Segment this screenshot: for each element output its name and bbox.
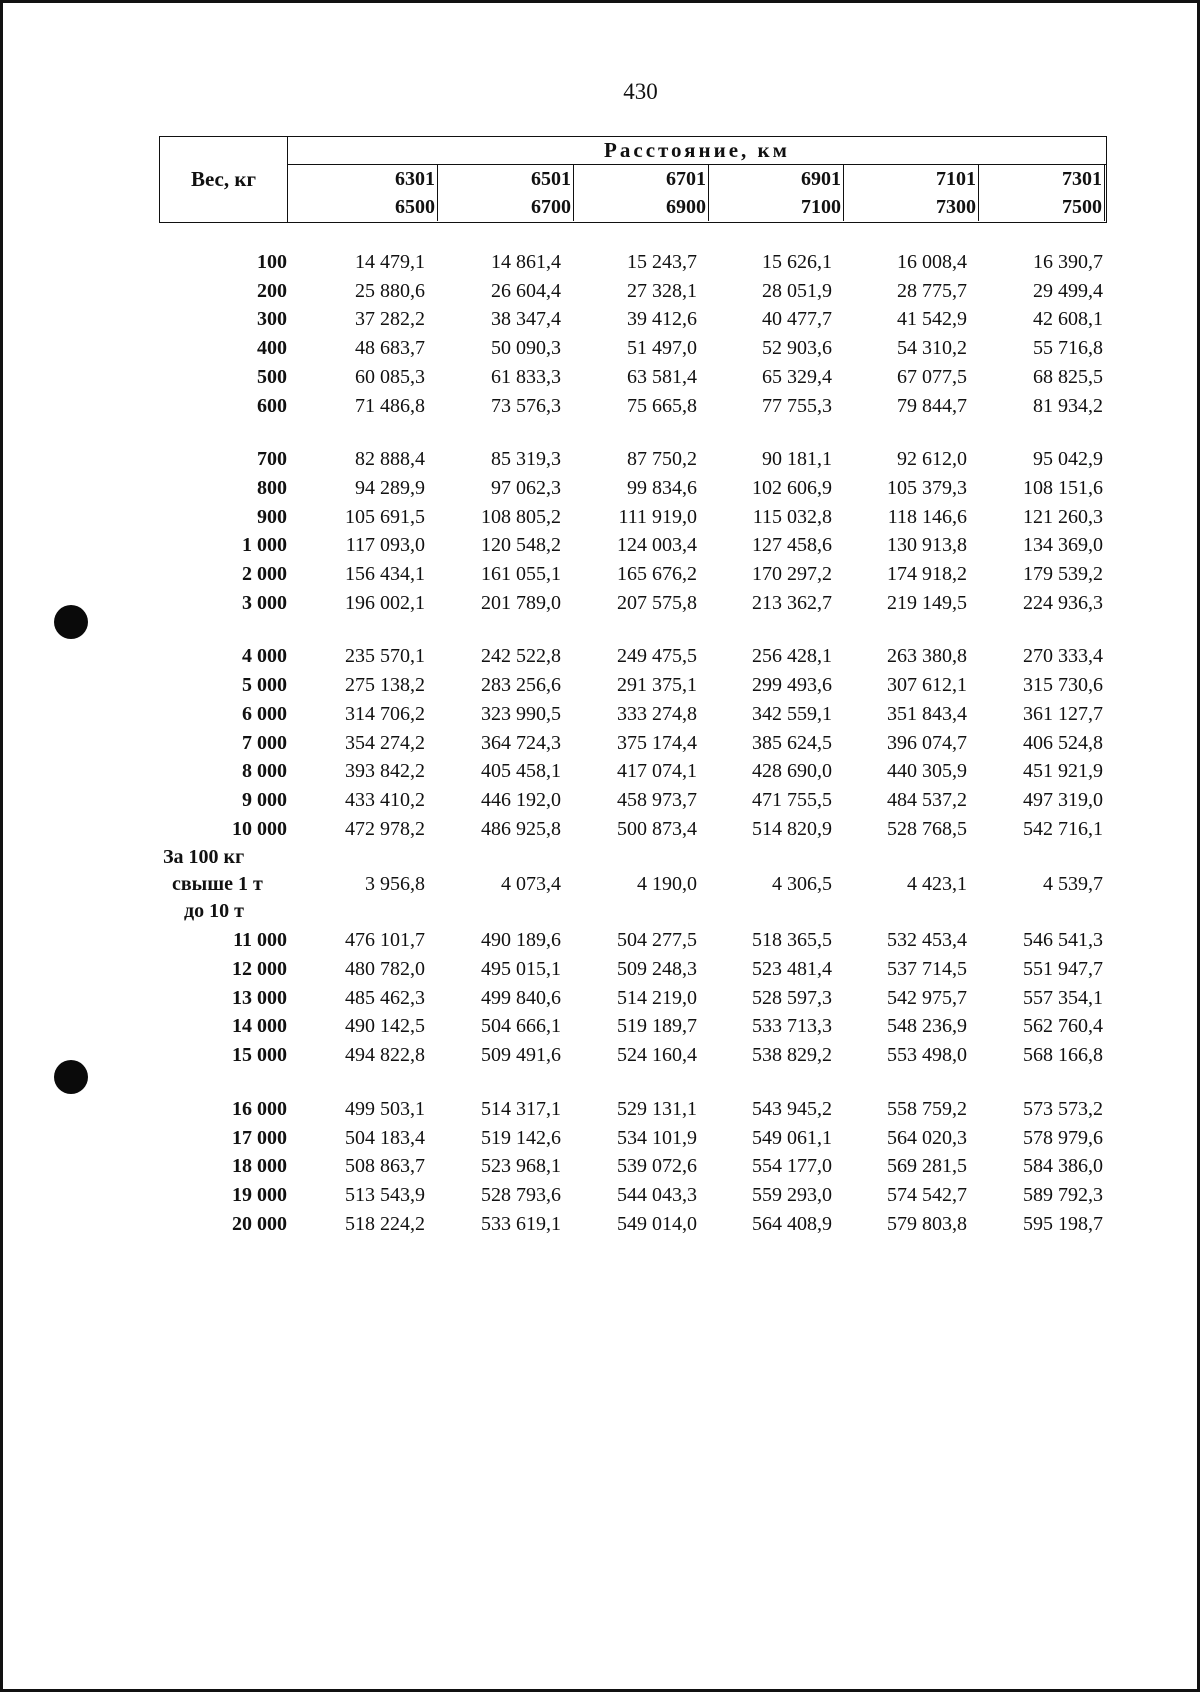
rate-cell: 406 524,8 [1023,731,1103,754]
rate-cell: 417 074,1 [617,760,697,783]
rate-cell: 134 369,0 [1023,534,1103,557]
rate-cell: 94 289,9 [355,476,425,499]
rate-cell: 589 792,3 [1023,1183,1103,1206]
rate-cell: 564 408,9 [752,1212,832,1235]
rate-cell: 495 015,1 [481,958,561,980]
rate-cell: 508 863,7 [345,1155,425,1178]
rate-cell: 543 945,2 [752,1097,832,1120]
rate-cell: 528 768,5 [887,817,967,840]
rate-cell: 85 319,3 [491,448,561,471]
punch-hole-mark [54,1060,88,1094]
rate-cell: 15 626,1 [762,251,832,273]
rate-cell: 15 243,7 [627,251,697,273]
rate-cell: 52 903,6 [762,337,832,360]
weight-cell: 300 [257,308,287,331]
rate-cell: 111 919,0 [618,505,697,528]
rate-cell: 514 820,9 [752,817,832,840]
rate-cell: 105 379,3 [887,476,967,499]
rate-cell: 40 477,7 [762,308,832,331]
rate-cell: 523 481,4 [752,958,832,980]
rate-cell: 54 310,2 [897,337,967,360]
rate-cell: 518 224,2 [345,1212,425,1235]
special-rate-cell: 4 539,7 [1043,873,1103,896]
rate-cell: 48 683,7 [355,337,425,360]
rate-cell: 242 522,8 [481,645,561,668]
rate-cell: 105 691,5 [345,505,425,528]
punch-hole-mark [54,605,88,639]
rate-cell: 471 755,5 [752,788,832,811]
rate-cell: 514 317,1 [481,1097,561,1120]
distance-range-header: 7301 7500 [968,165,1105,222]
rate-cell: 92 612,0 [897,448,967,471]
rate-cell: 179 539,2 [1023,563,1103,585]
weight-cell: 7 000 [242,731,287,754]
rate-cell: 595 198,7 [1023,1212,1103,1235]
rate-cell: 63 581,4 [627,365,697,388]
rate-cell: 451 921,9 [1023,760,1103,783]
rate-cell: 235 570,1 [345,645,425,668]
rate-cell: 484 537,2 [887,788,967,811]
rate-cell: 333 274,8 [617,702,697,725]
rate-cell: 256 428,1 [752,645,832,668]
rate-cell: 364 724,3 [481,731,561,754]
rate-cell: 39 412,6 [627,308,697,331]
rate-cell: 71 486,8 [355,394,425,417]
rate-cell: 68 825,5 [1033,365,1103,388]
rate-cell: 499 840,6 [481,986,561,1009]
rate-cell: 130 913,8 [887,534,967,557]
weight-cell: 500 [257,365,287,388]
rate-cell: 554 177,0 [752,1155,832,1178]
weight-column-header: Вес, кг [160,137,288,222]
rate-cell: 115 032,8 [752,505,832,528]
rate-cell: 542 975,7 [887,986,967,1009]
rate-cell: 385 624,5 [752,731,832,754]
rate-cell: 124 003,4 [617,534,697,557]
rate-cell: 99 834,6 [627,476,697,499]
special-rate-cell: 4 423,1 [907,873,967,896]
rate-cell: 558 759,2 [887,1097,967,1120]
rate-cell: 196 002,1 [345,591,425,614]
rate-cell: 117 093,0 [345,534,425,557]
rate-cell: 393 842,2 [345,760,425,783]
weight-cell: 11 000 [233,929,287,952]
weight-cell: 12 000 [232,958,287,980]
rate-cell: 557 354,1 [1023,986,1103,1009]
rate-cell: 161 055,1 [481,563,561,585]
rate-cell: 528 793,6 [481,1183,561,1206]
rate-cell: 314 706,2 [345,702,425,725]
rate-cell: 375 174,4 [617,731,697,754]
rate-cell: 73 576,3 [491,394,561,417]
rate-cell: 42 608,1 [1033,308,1103,331]
rate-cell: 16 390,7 [1033,251,1103,273]
rate-cell: 16 008,4 [897,251,967,273]
weight-cell: 14 000 [232,1015,287,1038]
rate-cell: 95 042,9 [1033,448,1103,471]
weight-cell: 900 [257,505,287,528]
rate-cell: 108 151,6 [1023,476,1103,499]
rate-cell: 87 750,2 [627,448,697,471]
rate-cell: 514 219,0 [617,986,697,1009]
rate-cell: 458 973,7 [617,788,697,811]
weight-cell: 5 000 [242,674,287,697]
rate-cell: 102 606,9 [752,476,832,499]
rate-cell: 579 803,8 [887,1212,967,1235]
table-header [159,136,1107,223]
rate-cell: 539 072,6 [617,1155,697,1178]
rate-cell: 494 822,8 [345,1044,425,1067]
special-rate-cell: 4 306,5 [772,873,832,896]
rate-cell: 504 666,1 [481,1015,561,1038]
rate-cell: 548 236,9 [887,1015,967,1038]
rate-cell: 50 090,3 [491,337,561,360]
rate-cell: 551 947,7 [1023,958,1103,980]
rate-cell: 82 888,4 [355,448,425,471]
weight-cell: 400 [257,337,287,360]
rate-cell: 476 101,7 [345,929,425,952]
special-rate-cell: 4 073,4 [501,873,561,896]
rate-cell: 529 131,1 [617,1097,697,1120]
special-rate-cell: 4 190,0 [637,873,697,896]
rate-cell: 174 918,2 [887,563,967,585]
rate-cell: 486 925,8 [481,817,561,840]
distance-column-header: Расстояние, км [288,137,1106,165]
weight-cell: 600 [257,394,287,417]
rate-cell: 546 541,3 [1023,929,1103,952]
rate-cell: 504 277,5 [617,929,697,952]
rate-cell: 249 475,5 [617,645,697,668]
rate-cell: 578 979,6 [1023,1126,1103,1149]
distance-range-header: 6901 7100 [707,165,844,222]
rate-cell: 524 160,4 [617,1044,697,1067]
rate-cell: 490 142,5 [345,1015,425,1038]
rate-cell: 170 297,2 [752,563,832,585]
rate-cell: 14 479,1 [355,251,425,273]
rate-cell: 574 542,7 [887,1183,967,1206]
rate-cell: 342 559,1 [752,702,832,725]
rate-cell: 65 329,4 [762,365,832,388]
rate-cell: 275 138,2 [345,674,425,697]
weight-cell: 10 000 [232,817,287,840]
rate-cell: 28 051,9 [762,279,832,302]
rate-cell: 490 189,6 [481,929,561,952]
rate-cell: 504 183,4 [345,1126,425,1149]
rate-cell: 61 833,3 [491,365,561,388]
weight-cell: 20 000 [232,1212,287,1235]
weight-cell: 16 000 [232,1097,287,1120]
rate-cell: 213 362,7 [752,591,832,614]
rate-cell: 67 077,5 [897,365,967,388]
rate-cell: 97 062,3 [491,476,561,499]
rate-cell: 219 149,5 [887,591,967,614]
rate-cell: 38 347,4 [491,308,561,331]
rate-cell: 28 775,7 [897,279,967,302]
rate-cell: 121 260,3 [1023,505,1103,528]
weight-cell: 800 [257,476,287,499]
weight-cell: 1 000 [242,534,287,557]
rate-cell: 528 597,3 [752,986,832,1009]
rate-cell: 351 843,4 [887,702,967,725]
rate-cell: 263 380,8 [887,645,967,668]
distance-range-header: 6301 6500 [301,165,438,222]
rate-cell: 428 690,0 [752,760,832,783]
weight-cell: 3 000 [242,591,287,614]
rate-cell: 562 760,4 [1023,1015,1103,1038]
special-rate-label: до 10 т [184,900,244,923]
weight-cell: 9 000 [242,788,287,811]
page-number: 430 [623,79,658,104]
rate-cell: 127 458,6 [752,534,832,557]
rate-cell: 534 101,9 [617,1126,697,1149]
rate-cell: 405 458,1 [481,760,561,783]
rate-cell: 549 014,0 [617,1212,697,1235]
rate-cell: 553 498,0 [887,1044,967,1067]
rate-cell: 518 365,5 [752,929,832,952]
rate-cell: 472 978,2 [345,817,425,840]
rate-cell: 14 861,4 [491,251,561,273]
distance-range-header: 6701 6900 [572,165,709,222]
rate-cell: 120 548,2 [481,534,561,557]
special-rate-label: свыше 1 т [172,873,263,896]
rate-cell: 440 305,9 [887,760,967,783]
rate-cell: 519 142,6 [481,1126,561,1149]
rate-cell: 55 716,8 [1033,337,1103,360]
special-rate-label: За 100 кг [163,846,245,869]
rate-cell: 156 434,1 [345,563,425,585]
rate-cell: 207 575,8 [617,591,697,614]
rate-cell: 77 755,3 [762,394,832,417]
rate-cell: 537 714,5 [887,958,967,980]
special-rate-cell: 3 956,8 [365,873,425,896]
rate-cell: 523 968,1 [481,1155,561,1178]
rate-cell: 81 934,2 [1033,394,1103,417]
rate-cell: 315 730,6 [1023,674,1103,697]
rate-cell: 90 181,1 [762,448,832,471]
rate-cell: 75 665,8 [627,394,697,417]
rate-cell: 532 453,4 [887,929,967,952]
rate-cell: 118 146,6 [887,505,967,528]
rate-cell: 500 873,4 [617,817,697,840]
weight-cell: 17 000 [232,1126,287,1149]
rate-cell: 564 020,3 [887,1126,967,1149]
rate-cell: 485 462,3 [345,986,425,1009]
rate-cell: 224 936,3 [1023,591,1103,614]
rate-cell: 480 782,0 [345,958,425,980]
rate-cell: 37 282,2 [355,308,425,331]
rate-cell: 513 543,9 [345,1183,425,1206]
rate-cell: 433 410,2 [345,788,425,811]
rate-cell: 573 573,2 [1023,1097,1103,1120]
weight-cell: 18 000 [232,1155,287,1178]
rate-cell: 26 604,4 [491,279,561,302]
rate-cell: 25 880,6 [355,279,425,302]
rate-cell: 323 990,5 [481,702,561,725]
rate-cell: 201 789,0 [481,591,561,614]
rate-cell: 51 497,0 [627,337,697,360]
rate-cell: 509 248,3 [617,958,697,980]
rate-cell: 361 127,7 [1023,702,1103,725]
weight-cell: 19 000 [232,1183,287,1206]
weight-cell: 700 [257,448,287,471]
rate-cell: 165 676,2 [617,563,697,585]
rate-cell: 549 061,1 [752,1126,832,1149]
rate-cell: 299 493,6 [752,674,832,697]
rate-cell: 446 192,0 [481,788,561,811]
weight-cell: 100 [257,251,287,273]
rate-cell: 41 542,9 [897,308,967,331]
rate-cell: 283 256,6 [481,674,561,697]
rate-cell: 533 619,1 [481,1212,561,1235]
rate-cell: 307 612,1 [887,674,967,697]
rate-cell: 542 716,1 [1023,817,1103,840]
rate-cell: 497 319,0 [1023,788,1103,811]
rate-cell: 499 503,1 [345,1097,425,1120]
weight-cell: 8 000 [242,760,287,783]
rate-cell: 584 386,0 [1023,1155,1103,1178]
rate-cell: 60 085,3 [355,365,425,388]
weight-cell: 2 000 [242,563,287,585]
rate-cell: 569 281,5 [887,1155,967,1178]
weight-cell: 15 000 [232,1044,287,1067]
rate-cell: 533 713,3 [752,1015,832,1038]
rate-cell: 354 274,2 [345,731,425,754]
weight-cell: 200 [257,279,287,302]
rate-cell: 559 293,0 [752,1183,832,1206]
rate-cell: 509 491,6 [481,1044,561,1067]
rate-cell: 568 166,8 [1023,1044,1103,1067]
rate-cell: 270 333,4 [1023,645,1103,668]
rate-cell: 538 829,2 [752,1044,832,1067]
rate-cell: 519 189,7 [617,1015,697,1038]
rate-cell: 544 043,3 [617,1183,697,1206]
distance-range-header: 6501 6700 [437,165,574,222]
rate-cell: 27 328,1 [627,279,697,302]
rate-cell: 29 499,4 [1033,279,1103,302]
weight-cell: 13 000 [232,986,287,1009]
distance-range-header: 7101 7300 [842,165,979,222]
weight-cell: 6 000 [242,702,287,725]
rate-cell: 108 805,2 [481,505,561,528]
rate-cell: 79 844,7 [897,394,967,417]
rate-cell: 396 074,7 [887,731,967,754]
rate-cell: 291 375,1 [617,674,697,697]
weight-cell: 4 000 [242,645,287,668]
